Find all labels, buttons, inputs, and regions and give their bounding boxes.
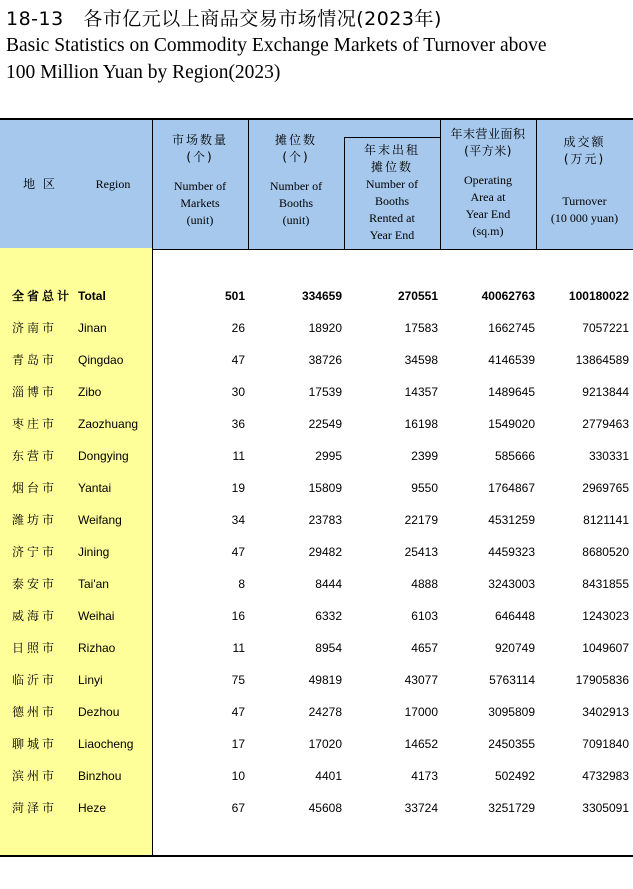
cell-markets: 10 <box>231 769 245 783</box>
cell-markets: 75 <box>231 673 245 687</box>
cell-booths: 45608 <box>308 801 342 815</box>
table-title-en-line2: 100 Million Yuan by Region(2023) <box>6 62 281 83</box>
cell-operating-area: 3251729 <box>488 801 535 815</box>
region-name-en: Binzhou <box>78 769 122 783</box>
cell-turnover: 4732983 <box>582 769 629 783</box>
cell-booths: 17020 <box>308 737 342 751</box>
cell-operating-area: 3243003 <box>488 577 535 591</box>
cell-turnover: 8431855 <box>582 577 629 591</box>
cell-markets: 17 <box>231 737 245 751</box>
region-name-cn: 烟台市 <box>12 481 58 495</box>
cell-rented-booths: 4657 <box>411 641 438 655</box>
cell-markets: 16 <box>231 609 245 623</box>
table-title-cn: 18-13 各市亿元以上商品交易市场情况(2023年) <box>6 8 442 30</box>
cell-booths: 334659 <box>301 289 342 303</box>
cell-operating-area: 1489645 <box>488 385 535 399</box>
cell-booths: 38726 <box>308 353 342 367</box>
cell-turnover: 2779463 <box>582 417 629 431</box>
region-name-cn: 菏泽市 <box>12 801 58 815</box>
cell-rented-booths: 14357 <box>404 385 438 399</box>
cell-turnover: 7091840 <box>582 737 629 751</box>
cell-booths: 29482 <box>308 545 342 559</box>
cell-markets: 36 <box>231 417 245 431</box>
cell-markets: 30 <box>231 385 245 399</box>
table-row <box>0 312 633 344</box>
column-divider <box>248 120 249 250</box>
cell-booths: 2995 <box>315 449 342 463</box>
region-name-en: Jinan <box>78 321 107 335</box>
cell-booths: 15809 <box>308 481 342 495</box>
region-name-cn: 德州市 <box>12 705 58 719</box>
cell-rented-booths: 270551 <box>397 289 438 303</box>
cell-rented-booths: 4173 <box>411 769 438 783</box>
region-name-cn: 青岛市 <box>12 353 58 367</box>
cell-operating-area: 1662745 <box>488 321 535 335</box>
cell-turnover: 8680520 <box>582 545 629 559</box>
region-name-cn: 济南市 <box>12 321 58 335</box>
cell-rented-booths: 6103 <box>411 609 438 623</box>
table-row <box>0 728 633 760</box>
header-markets: 市场数量 (个) Number of Markets (unit) <box>171 133 228 227</box>
region-name-en: Total <box>78 289 106 303</box>
table-row <box>0 696 633 728</box>
region-name-en: Linyi <box>78 673 103 687</box>
table-row <box>0 632 633 664</box>
table-row <box>0 600 633 632</box>
cell-turnover: 1049607 <box>582 641 629 655</box>
cell-markets: 11 <box>232 641 245 655</box>
cell-operating-area: 4146539 <box>488 353 535 367</box>
cell-booths: 4401 <box>315 769 342 783</box>
region-name-cn: 日照市 <box>12 641 58 655</box>
cell-rented-booths: 33724 <box>404 801 438 815</box>
table-bottom-line <box>0 855 633 857</box>
cell-turnover: 2969765 <box>582 481 629 495</box>
cell-turnover: 8121141 <box>583 513 629 527</box>
cell-markets: 67 <box>231 801 245 815</box>
cell-operating-area: 1549020 <box>488 417 535 431</box>
cell-rented-booths: 9550 <box>411 481 438 495</box>
region-name-cn: 淄博市 <box>12 385 58 399</box>
region-name-cn: 泰安市 <box>12 577 58 591</box>
cell-turnover: 100180022 <box>568 289 629 303</box>
cell-markets: 47 <box>231 545 245 559</box>
cell-rented-booths: 43077 <box>404 673 438 687</box>
cell-booths: 23783 <box>308 513 342 527</box>
column-divider <box>440 120 441 250</box>
header-subdivider <box>344 137 440 138</box>
cell-turnover: 9213844 <box>582 385 629 399</box>
table-row <box>0 504 633 536</box>
cell-turnover: 7057221 <box>582 321 629 335</box>
cell-markets: 47 <box>231 353 245 367</box>
region-name-cn: 潍坊市 <box>12 513 58 527</box>
cell-markets: 47 <box>231 705 245 719</box>
cell-booths: 8954 <box>315 641 342 655</box>
cell-operating-area: 920749 <box>494 641 535 655</box>
cell-operating-area: 2450355 <box>488 737 535 751</box>
cell-turnover: 3402913 <box>582 705 629 719</box>
cell-rented-booths: 4888 <box>411 577 438 591</box>
region-name-en: Liaocheng <box>78 737 134 751</box>
cell-rented-booths: 17000 <box>404 705 438 719</box>
cell-markets: 11 <box>232 449 245 463</box>
table-row <box>0 344 633 376</box>
header-booths: 摊位数 (个) Number of Booths (unit) <box>269 133 323 227</box>
cell-markets: 19 <box>231 481 245 495</box>
table-row <box>0 536 633 568</box>
table-row-total <box>0 280 633 312</box>
region-name-en: Zibo <box>78 385 102 399</box>
region-name-en: Weihai <box>78 609 115 623</box>
cell-operating-area: 4459323 <box>488 545 535 559</box>
region-name-en: Jining <box>78 545 110 559</box>
cell-rented-booths: 25413 <box>404 545 438 559</box>
table-row <box>0 664 633 696</box>
cell-operating-area: 40062763 <box>481 289 535 303</box>
cell-operating-area: 3095809 <box>488 705 535 719</box>
cell-operating-area: 502492 <box>494 769 535 783</box>
table-title-en-line1: Basic Statistics on Commodity Exchange Markets of Turnover above <box>6 35 547 56</box>
table-row <box>0 440 633 472</box>
column-divider <box>152 120 153 250</box>
cell-markets: 26 <box>231 321 245 335</box>
region-name-cn: 东营市 <box>12 449 58 463</box>
region-name-en: Qingdao <box>78 353 124 367</box>
cell-operating-area: 646448 <box>494 609 535 623</box>
header-rented: 年末出租 摊位数 Number of Booths Rented at Year End <box>363 143 420 242</box>
region-name-cn: 临沂市 <box>12 673 58 687</box>
cell-operating-area: 585666 <box>494 449 535 463</box>
region-name-en: Yantai <box>78 481 112 495</box>
cell-turnover: 1243023 <box>582 609 629 623</box>
region-name-cn: 威海市 <box>12 609 58 623</box>
header-area: 年末营业面积 (平方米) Operating Area at Year End (sq.m) <box>450 127 526 238</box>
cell-booths: 22549 <box>308 417 342 431</box>
cell-rented-booths: 16198 <box>404 417 438 431</box>
region-name-en: Rizhao <box>78 641 116 655</box>
region-name-en: Dongying <box>78 449 129 463</box>
cell-booths: 49819 <box>308 673 342 687</box>
cell-operating-area: 1764867 <box>488 481 535 495</box>
cell-booths: 6332 <box>315 609 342 623</box>
cell-turnover: 330331 <box>588 449 629 463</box>
cell-booths: 24278 <box>308 705 342 719</box>
cell-turnover: 13864589 <box>575 353 629 367</box>
table-row <box>0 568 633 600</box>
table-body <box>0 248 633 856</box>
region-name-cn: 滨州市 <box>12 769 58 783</box>
table-header <box>0 118 633 250</box>
region-name-en: Zaozhuang <box>78 417 139 431</box>
cell-rented-booths: 34598 <box>404 353 438 367</box>
header-region-cn: 地 区 <box>23 177 57 191</box>
region-name-cn: 聊城市 <box>12 737 58 751</box>
region-name-cn: 全省总计 <box>12 289 73 303</box>
cell-markets: 34 <box>231 513 245 527</box>
region-name-cn: 枣庄市 <box>12 417 58 431</box>
table-row <box>0 760 633 792</box>
table-row <box>0 376 633 408</box>
cell-turnover: 3305091 <box>582 801 629 815</box>
region-name-en: Tai'an <box>78 577 109 591</box>
column-divider <box>344 137 345 250</box>
cell-booths: 8444 <box>315 577 342 591</box>
table-row <box>0 408 633 440</box>
header-turnover: 成交额 (万元) Turnover (10 000 yuan) <box>550 135 619 225</box>
region-name-en: Dezhou <box>78 705 120 719</box>
region-name-en: Weifang <box>78 513 122 527</box>
cell-markets: 501 <box>224 289 245 303</box>
cell-operating-area: 4531259 <box>488 513 535 527</box>
table-row <box>0 472 633 504</box>
cell-rented-booths: 14652 <box>404 737 438 751</box>
region-name-cn: 济宁市 <box>12 545 58 559</box>
cell-rented-booths: 17583 <box>404 321 438 335</box>
table-row <box>0 792 633 824</box>
column-divider <box>536 120 537 250</box>
cell-booths: 18920 <box>308 321 342 335</box>
cell-rented-booths: 2399 <box>411 449 438 463</box>
cell-markets: 8 <box>238 577 245 591</box>
cell-booths: 17539 <box>308 385 342 399</box>
region-name-en: Heze <box>78 801 107 815</box>
cell-operating-area: 5763114 <box>489 673 535 687</box>
header-region-en: Region <box>95 177 131 191</box>
cell-turnover: 17905836 <box>575 673 629 687</box>
cell-rented-booths: 22179 <box>404 513 438 527</box>
